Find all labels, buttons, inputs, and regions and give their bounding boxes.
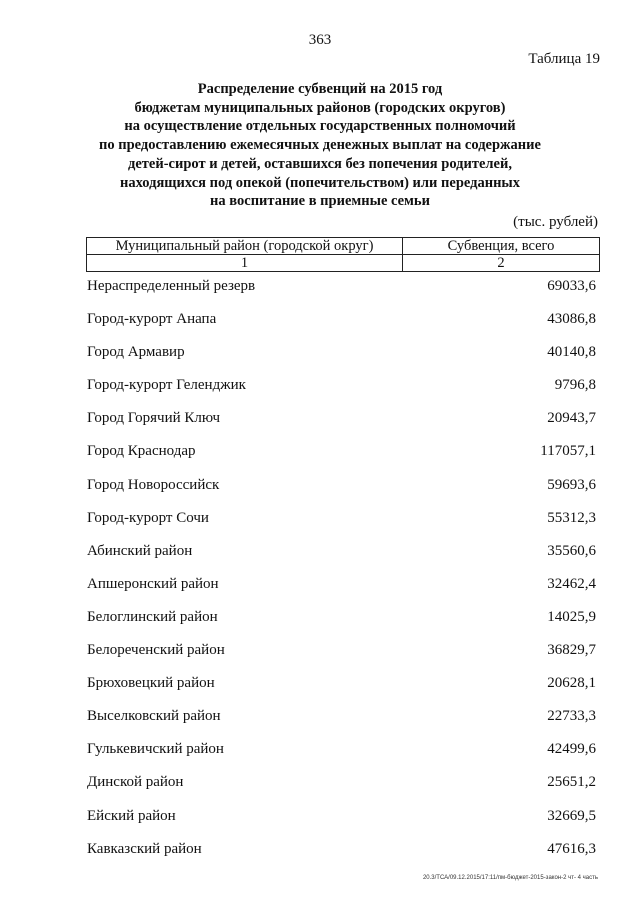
district-name: Динской район [87, 774, 184, 791]
table-row [86, 806, 600, 839]
district-name: Город Новороссийск [87, 476, 220, 493]
subvention-value: 42499,6 [547, 741, 596, 758]
district-name: Город Горячий Ключ [87, 410, 221, 427]
table-row [86, 772, 600, 805]
table-row [86, 607, 600, 640]
subvention-value: 20628,1 [547, 675, 596, 692]
subvention-value: 55312,3 [547, 509, 596, 526]
title-line: Распределение субвенций на 2015 год [197, 81, 443, 97]
district-name: Абинский район [87, 542, 193, 559]
header-row [87, 238, 600, 255]
district-name: Город Краснодар [87, 443, 196, 460]
subvention-value: 47616,3 [547, 840, 596, 857]
table-row [86, 276, 600, 309]
title-line: бюджетам муниципальных районов (городских округов) [134, 99, 506, 116]
table-row [86, 574, 600, 607]
district-name: Белоглинский район [87, 608, 218, 625]
table-row [86, 475, 600, 508]
subvention-value: 59693,6 [547, 476, 596, 493]
district-name: Апшеронский район [87, 575, 219, 592]
page-number: 363 [308, 32, 332, 48]
table-row [86, 441, 600, 474]
district-name: Ейский район [87, 807, 176, 824]
district-name: Нераспределенный резерв [87, 278, 256, 294]
title-line: детей-сирот и детей, оставшихся без попечения родителей, [128, 155, 512, 172]
subvention-value: 9796,8 [554, 377, 596, 394]
district-name: Выселковский район [87, 708, 221, 725]
subvention-value: 35560,6 [547, 542, 596, 559]
footer-code: 20.3/ТСА/09.12.2015/17:11/пм-бюджет-2015-закон-2 чт- 4 часть [422, 875, 598, 881]
subvention-value: 117057,1 [540, 443, 596, 460]
table-row [86, 375, 600, 408]
subvention-value: 22733,3 [547, 708, 596, 725]
district-name: Город-курорт Сочи [87, 509, 209, 526]
district-name: Гулькевичский район [87, 741, 224, 758]
subvention-value: 20943,7 [547, 410, 596, 427]
subvention-value: 32462,4 [547, 575, 596, 592]
table-body [86, 276, 600, 872]
subvention-value: 43086,8 [547, 311, 596, 328]
subvention-value: 40140,8 [547, 344, 596, 361]
column-number-row [87, 255, 600, 272]
column-number-2: 2 [403, 255, 600, 272]
title-line: на воспитание в приемные семьи [210, 193, 430, 210]
table-row [86, 541, 600, 574]
subvention-value: 14025,9 [547, 608, 596, 625]
table-label: Таблица 19 [528, 51, 600, 67]
district-name: Город Армавир [87, 344, 185, 361]
subvention-value: 25651,2 [547, 774, 596, 791]
title-line: находящихся под опекой (попечительством) или переданных [119, 174, 520, 191]
table-header [86, 237, 600, 272]
subvention-value: 32669,5 [547, 807, 596, 824]
table-row [86, 309, 600, 342]
title-line: по предоставлению ежемесячных денежных выплат на содержание [99, 137, 541, 154]
column-header-district: Муниципальный район (городской округ) [87, 238, 403, 255]
document-title [40, 80, 600, 211]
title-line: на осуществление отдельных государственных полномочий [124, 118, 516, 135]
column-header-subvention: Субвенция, всего [403, 238, 600, 255]
table-row [86, 408, 600, 441]
table-row [86, 508, 600, 541]
district-name: Город-курорт Анапа [87, 311, 217, 328]
district-name: Брюховецкий район [87, 675, 215, 692]
table-row [86, 706, 600, 739]
table-row [86, 342, 600, 375]
district-name: Белореченский район [87, 642, 225, 659]
district-name: Город-курорт Геленджик [87, 377, 246, 394]
district-name: Кавказский район [87, 840, 202, 857]
table-row [86, 640, 600, 673]
subvention-value: 36829,7 [547, 642, 596, 659]
table-row [86, 673, 600, 706]
table-row [86, 839, 600, 872]
units-label: (тыс. рублей) [513, 214, 598, 230]
subvention-value: 69033,6 [547, 278, 596, 294]
column-number-1: 1 [87, 255, 403, 272]
table-row [86, 739, 600, 772]
